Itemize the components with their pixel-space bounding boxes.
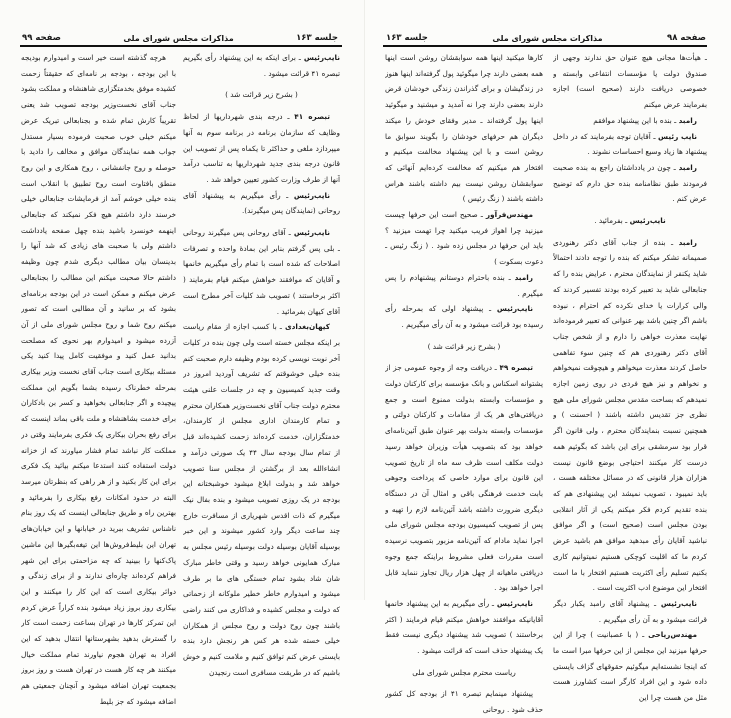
running-title: مذاکرات مجلس شورای ملی: [492, 34, 603, 43]
proposal-text: پیشنهاد مینمایم تبصره ۴۱ از بودجه کل کشور حذف شود . روحانی: [385, 689, 543, 715]
page-header: [386, 29, 706, 43]
speaker-name: نایب‌رئیس: [496, 598, 533, 608]
speaker-name: مهندس‌ریاحی: [648, 630, 697, 640]
speaker-name: کیهان‌بغدادی: [284, 322, 330, 332]
speaker-name: نایب‌رئیس: [303, 53, 340, 62]
speaker-name: رامبد: [678, 237, 698, 247]
paragraph-text: ـ رأی میگیریم به این پیشنهاد خانمها آقایانیکه موافقند خواهش میکنم قیام فرمایند ( اکثر برخاستند ) تصویب شد پیشنهاد دیگری نیست فقط یک پیشنهاد حذف است که قرائت میشود .: [385, 598, 543, 656]
speaker-name: رامبد: [678, 115, 697, 125]
page-99: [0, 0, 365, 706]
page-header: [22, 29, 338, 43]
speaker-name: نایب رئیس: [658, 131, 698, 141]
paragraph-text: هرچه گذشته است خیر است و امیدوارم بودیجه با این بودجه ، بودجه بر نامه‌ای که حقیقتاً زحمت کشیده موفق بخدمتگزاری شاهنشاه و مملکت بشود جناب آقای نخست‌وزیر بودجه تصویب شد یعنی تقریباً کارش تمام شده و بجنابعالی تبریک عرض میکنم خیلی خوب صحبت فرموده بسیار مستدل جواب همه نمایندگان موافق و مخالف را دادید با حوصله و روح جانفشانی ، روح همکاری و این روح منطق بافتاوت است روح تطبیق با انقلاب است بنده خیلی خوشم آمد از فرمایشات جنابعالی خیلی خرسند دارد داشتم هیچ فکر نمیکند که جنابعالی اینهمه خونسرد باشید بنده چهل صفحه یادداشت داشتم ولی با صحبت های زیادی که شد آنها را بدینسان بیان مطالب دیگری شدم چون وظیفه داشتم حالا صحبت میکنم این مطالب را بجنابعالی عرض میکنم و ممکن است در این بودجه برنامه‌ای بشود که بر سانید و آن مطالبی است که تصور میکنم روح شما و روح مجلس شورای ملی از آن آزرده میشود و امیدوارم بهر نحوی که مصلحت بدانید عمل کنید و موفقیت کامل پیدا کنید یکی مسئله بیکاری است جناب آقای نخست وزیر بیکاری بمرحله خطرناک رسیده بشما بگویم این مملکت پیچیده و اگر جنابعالی بخواهید و کسر بن بادکاران برای خدمت بشاهنشاه و ملت باقی بماند اینست که برای رفع بحران بیکاری یک فکری بفرمایند وقتی در مملکت کار نباشد تمام فشار میاورند که از خزانه دولت استفاده کنند استدعا میکنم بیائید یک فکری برای این کار بکنید و از هر راهی که بنظرتان میرسد البته در حدود امکانات رفع بیکاری را بفرمائید و بهترین راه و طریق جنابعالی اینست که یک روز بنام ناشناس تشریف ببرید در خیابانها و این خیابان‌های تهران این بلیط‌فروش‌ها این تیغه‌بگیرها این ماشین پاک‌کنها را ببینید که چه مزاحمتی برای این شهر فراهم کرده‌اند چاره‌ای ندارند و از برای زندگی و دوائر بیکاری است که این کار را میکنند و این بیکاری روز بروز زیاد میشود بنده کراراً عرض کردم این تمرکز کارها در تهران بساعت زحمت است کار را گسترش بدهید بشهرستانها انتقال بدهید که این افراد به تهران هجوم نیاورند تمام مملکت خیال میکنند هر چه کار هست در تهران هست و روز بروز بجمعیت تهران اضافه میشود و آنچنان جمعیتی هم اضافه میشود که جز بلیط: [21, 53, 176, 706]
paragraph-text: ـ رأی میگیریم به پیشنهاد آقای روحانی (نمایندگان پس میگیرند).: [183, 190, 340, 216]
speaker-name: نایب‌رئیس: [293, 190, 330, 200]
paragraph-text: ـ پیشنهاد آقای رامبد یکبار دیگر قرائت میشود و به آن رأی میگیریم .: [553, 598, 707, 624]
paragraph-text: ـ بنده با این پیشنهاد موافقم: [593, 115, 677, 125]
paragraph-text: کارها میکنید اینها همه سوابقشان روشن است اینها همه بعضی دارند چرا میگوئید پول گرفته‌اند اینها هنوز در زندگیشان و برای گذراندن زندگی خودشان قرض دارند بعضی دارند چرا نه آمدید و میشنید و میگوئید اینها پول گرفته‌اند ـ مدیر وفقای خودش را میکند دیگران هم حرفهای خودشان را بگویند سوابق ما روشن است و با این پیشنهاد مخالفت میکنیم و افتخار هم میکنیم که مخالفت کرده‌ایم آنهائی که سوابقشان روشن نیست بیم داشته باشند هراس داشته باشند ( زنگ رئیس ): [385, 53, 543, 204]
paragraph-text: ـ آقایان توجه بفرمایند که در داخل پیشنهاد ها زیاد وسیع احساسات نشوند .: [553, 131, 707, 157]
letter-addressee: ریاست محترم مجلس شورای ملی: [412, 667, 516, 677]
page-98: [365, 0, 731, 715]
column-right: [553, 50, 707, 706]
session-number: جلسه ۱۶۳: [386, 33, 428, 43]
session-number: جلسه ۱۶۳: [296, 33, 338, 43]
reading-note: ( بشرح زیر قرائت شد ): [427, 341, 501, 351]
clause-label: تبصره ۴۹: [499, 363, 533, 373]
speaker-name: مهندس‌فرآور: [485, 210, 533, 220]
speaker-name: نایب‌رئیس: [629, 216, 666, 226]
paragraph-text: ـ آقای روحانی پس میگیرند روحانی ـ بلی پس گرفتم بنابر این بمادهٔ واحده و تصرفات اصلاحات که شده است با تمام رأی میگیریم خانمها و آقایان که موافقند خواهش میکنم قیام بفرمایند ( اکثر برخاستند ) تصویب شد کلیات آخر مطرح است آقای کیهان بفرمائید .: [183, 228, 340, 316]
running-title: مذاکرات مجلس شورای ملی: [123, 34, 234, 43]
paragraph-text: ـ دریافت وجه از وجوه عمومی جز از پشتوانه اسکناس و بانک مؤسسه برای کارکنان دولت و مؤسسات وابسته بدولت ممنوع است و جمع دریافتی‌های هر یک از مقامات و کارکنان دولتی و مؤسسات وابسته بدولت بهر عنوان طبق آئین‌نامه‌ای خواهد بود که بتصویب هیأت وزیران خواهد رسید دولت مکلف است ظرف سه ماه از تاریخ تصویب این قانون برای موارد خاصی که پرداخت وجوهی بابت خدمت فرهنگی باقی و امثال آن در دستگاه دیگری ضرورت داشته باشد آئین‌نامه لازم را تهیه و پس از تصویب کمیسیون بودجه مجلس شورای ملی اجرا نماید مادام که آئین‌نامه مزبور بتصویب نرسیده است مقررات فعلی مشروط براینکه جمع وجوه دریافتی ماهیانه از چهل هزار ریال تجاوز ننماید قابل اجرا خواهد بود .: [385, 363, 543, 593]
paragraph-text: ـ بنده از جناب آقای دکتر رهنوردی صمیمانه تشکر میکنم که بنده را توجه دادند احتمالاً شاید یکنفر از نمایندگان محترم ، عرایض بنده را که جنابعالی شاید بد تعبیر کرده بودند تفسیر کردند که والی کرارات یا خدای نکرده کم احترام ، نبوده باشم اگر چنین باشد بهر عنوانی که تعبیر فرموده‌اند نهایت معذرت خواهی را دارم و از شخص جناب آقای دکتر رهنوردی هم که چنین سوء تفاهمی حاصل کردند معذرت میخواهم و هیچوقت نمیخواهم و نخواهم و نیز هیچ فردی در روی زمین اجازه نمیدهم که بساحت مقدس مجلس شورای ملی هیچ نظری جز تقدیس داشته باشند ( احسنت ) و همچنین نسبت بنمایندگان محترم ، ولی قانون اگر قرار بود سرمشقی برای این باشد که بگوئیم همه درست کار میکنند احتیاجی بوضع قانون نیست هزاران هزار قانونی که در مسائل مختلفه هست ، باید نمیبود ، تصویب نمیشد این پیشنهادی هم که بنده تقدیم کردم فکر میکنم یکی از آثار انقلابی بودن مجلس است (صحیح است) و اگر موافق نباشید آقایان رأی مبدهید موافق هم باشید عرض کردم ما که اقلیت کوچکی هستیم نمیتوانیم کاری بکنیم تسلیم رأی اکثریت هستیم افتخار با ما است افتخار این موضوع ادب اکثریت است .: [553, 237, 707, 593]
page-number: صفحه ۹۸: [667, 33, 706, 43]
speaker-name: رامبد: [678, 162, 697, 172]
paragraph-text: ـ بنده باحترام دوستانم پیشنهادم را پس میگیرم .: [385, 272, 543, 298]
paragraph-text: ـ بفرمائید .: [594, 216, 628, 226]
header-rule: [20, 45, 342, 47]
paragraph-text: ـ با کسب اجازه از مقام ریاست بر اینکه مجلس خسته است ولی چون بنده در کلیات آخر نوبت نویسی کرده بودم وظیفه دارم صحبت کنم بنده خیلی خوشوقتم که تشریف آوردید امروز در وقت جدید کمیسیون و چه در جلسات علنی هیئت محترم دولت جناب آقای نخست‌وزیر همکاران محترم و تمام کارمندان اداری مجلس از کارمندان، خدمتگزاران، خدمت کرده‌اند زحمت کشیده‌اند قبل از تمام سال بودجه سال ۴۴ یک صورتی درآمد و انشاءالله بعد از برگشتن از مجلس سنا تصویب خواهد شد و بدولت ابلاغ میشود خوشبختانه این بودجه در یک روزی تصویب میشود و بنده بفال نیک میگیرم که ذات اقدس شهریاری از مسافرت خارج چند ساعت دیگر وارد کشور میشوند و این خبر بوسیله آقایان بوسیله دولت بوسیله رئیس مجلس به مبارک همایونی خواهد رسید و وقتی خاطر مبارک شان شاد بشود تمام خستگی های ما بر طرف میشود و امیدوارم خاطر خطیر ملوکانه از زحماتی که دولت و مجلس کشیده و فداکاری می کنند راضی باشند چون روح دولت و روح مجلس از همکاران خیلی خسته شده هر کس هر رنجش دارد بنده بایستی عرض کنم توافق کنیم و ملامت کنیم و خوش باشیم که در طریقت مسافری است رنجیدن: [183, 322, 340, 677]
reading-note: ( بشرح زیر قرائت شد ): [225, 90, 298, 100]
clause-label: تبصره ۴۱: [294, 112, 330, 122]
paragraph-text: ـ ( با عصبانیت ) چرا از این حرفها میزنید این مجلس از این حرفها مبرا است ما که اینجا نشسته‌ایم میگوئیم حقوقهای گزاف بایستی داده شود و این افراد کارگر است کشاورز هست مثل من هست چرا این: [553, 630, 707, 703]
paragraph-text: ـ پیشنهاد اولی که بمرحله رأی رسیده بود قرائت میشود و به آن رأی میگیریم .: [385, 304, 543, 329]
column-right: [183, 50, 340, 680]
column-left: [21, 50, 176, 710]
header-rule: [383, 45, 707, 47]
speaker-name: نایب‌رئیس: [293, 228, 330, 238]
paragraph-text: ـ درجه بندی شهرداریها از لحاظ وظایف که سازمان برنامه در برنامه سوم به آنها میپردازد ملغی و حداکثر تا یکماه پس از تصویب این قانون درجه بندی جدید شهرداریها به تناسب درآمد آنها از طرف وزارت کشور تعیین خواهد شد .: [183, 112, 340, 184]
paragraph-text: ـ برای اینکه به این پیشنهاد رأی بگیریم تبصره ۴۱ قرائت میشود .: [183, 53, 340, 78]
paragraph-text: ـ صحیح است این حرفها چیست میزنید چرا اهواز فریب میکنید چرا تهمت میزنید ؟ باید این حرفها در مجلس زده شود . ( زنگ رئیس ـ دعوت بسکوت ): [385, 210, 543, 267]
paragraph-text: ـ هیأت‌ها مجانی هیچ عنوان حق ندارند وجهی از صندوق دولت یا مؤسسات انتفاعی وابسته و خصوصی دریافت دارند (صحیح است) اجازه بفرمایند عرض میکنم: [553, 53, 707, 110]
speaker-name: رامبد: [514, 272, 533, 282]
paragraph-text: ـ چون در یادداشتان راجع به بنده صحبت فرمودند طبق نظامنامه بنده حق دارم که توضیح عرض کنم .: [553, 162, 707, 204]
column-left: [385, 50, 543, 718]
speaker-name: نایب‌رئیس: [660, 598, 697, 608]
page-number: صفحه ۹۹: [22, 33, 61, 43]
speaker-name: نایب‌رئیس: [496, 304, 533, 314]
